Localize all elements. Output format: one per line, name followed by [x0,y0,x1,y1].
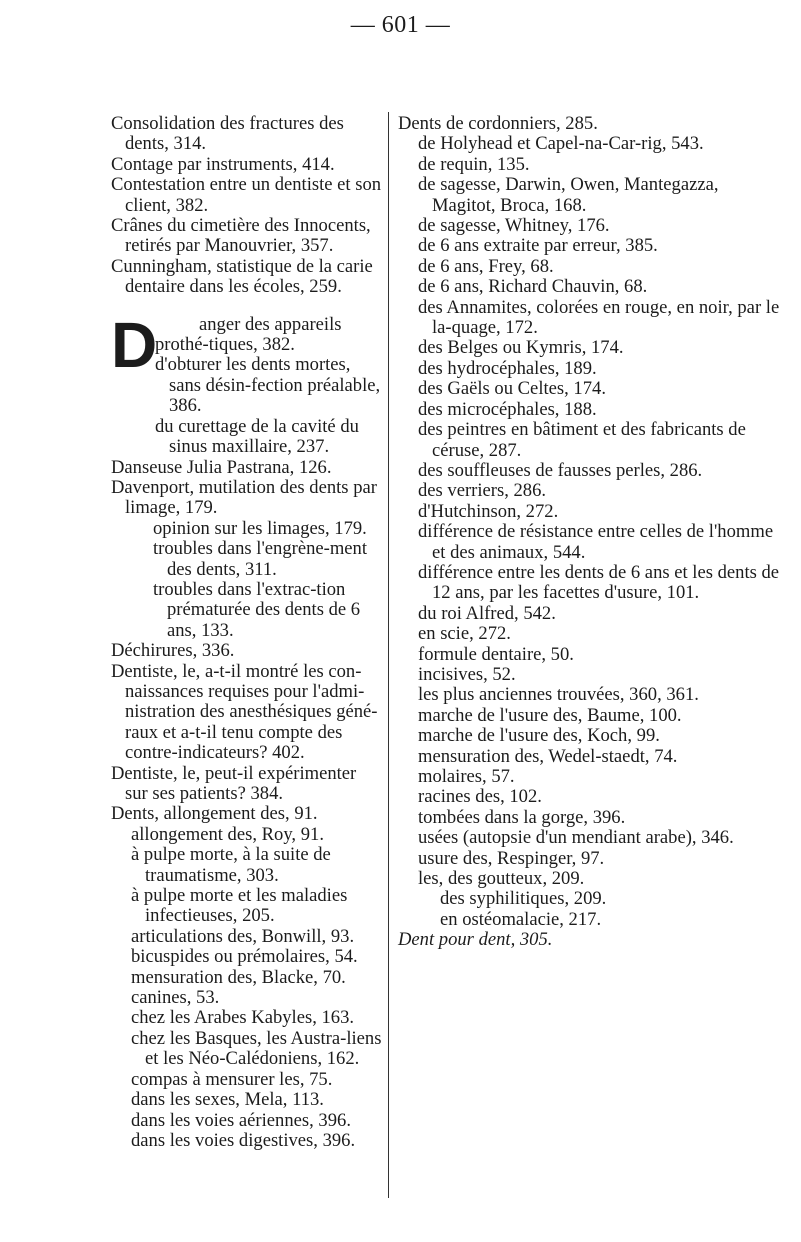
index-entry: du roi Alfred, 542. [418,602,556,624]
index-entry: Danseuse Julia Pastrana, 126. [111,456,332,478]
index-entry: opinion sur les limages, 179. [153,517,367,539]
index-entry: mensuration des, Blacke, 70. [131,966,346,988]
index-entry: les plus anciennes trouvées, 360, 361. [418,684,699,706]
index-entry: d'Hutchinson, 272. [418,500,559,522]
index-entry: Contestation entre un dentiste et son client, 382. [111,174,382,216]
index-entry: Cunningham, statistique de la carie dentaire dans les écoles, 259. [111,255,373,298]
index-entry: chez les Basques, les Austra-liens et les Néo-Calédoniens, 162. [131,1027,382,1070]
index-entry: les, des goutteux, 209. [418,868,585,890]
index-entry: de 6 ans extraite par erreur, 385. [418,235,658,257]
index-entry: Davenport, mutilation des dents par limage, 179. [111,476,377,519]
index-entry: Consolidation des fractures des dents, 314. [111,113,344,155]
index-entry: compas à mensurer les, 75. [131,1068,333,1090]
index-entry: formule dentaire, 50. [418,643,574,665]
index-entry: Dents de cordonniers, 285. [398,113,598,134]
index-column-left [111,114,383,1151]
index-entry: des verriers, 286. [418,480,547,502]
page-number: — 601 — [350,12,451,38]
index-entry: Déchirures, 336. [111,640,235,662]
index-entry: racines des, 102. [418,786,542,808]
index-entry: des Gaëls ou Celtes, 174. [418,378,606,400]
index-entry: de 6 ans, Frey, 68. [418,255,554,277]
index-entry: troubles dans l'extrac-tion prématurée des dents de 6 ans, 133. [153,578,361,641]
index-entry: Contage par instruments, 414. [111,153,335,175]
index-entry: Dents, allongement des, 91. [111,803,318,825]
index-entry: tombées dans la gorge, 396. [418,806,626,828]
entries-c [111,114,383,298]
index-entry: du curettage de la cavité du sinus maxillaire, 237. [155,415,359,458]
index-entry: Dent pour dent, 305. [398,929,553,951]
index-entry: dans les sexes, Mela, 113. [131,1089,324,1111]
index-entry: marche de l'usure des, Baume, 100. [418,704,682,726]
index-entry: articulations des, Bonwill, 93. [131,925,355,947]
index-entry: de sagesse, Whitney, 176. [418,215,610,237]
index-entry: de requin, 135. [418,153,530,175]
index-entry: différence de résistance entre celles de l'homme et des animaux, 544. [418,521,774,563]
danger-main: anger des appareils prothé-tiques, 382. [155,313,342,356]
index-entry: différence entre les dents de 6 ans et les dents de 12 ans, par les facettes d'usure, 101. [418,561,780,604]
index-entry: de Holyhead et Capel-na-Car-rig, 543. [418,133,704,155]
index-entry: dans les voies digestives, 396. [131,1129,356,1151]
index-entry: en ostéomalacie, 217. [440,908,602,930]
index-entry: molaires, 57. [418,766,515,787]
index-entry: allongement des, Roy, 91. [131,823,324,845]
index-entry: usées (autopsie d'un mendiant arabe), 346. [418,827,734,849]
index-entry: canines, 53. [131,987,220,1009]
index-entry: Dentiste, le, a-t-il montré les con-naissances requises pour l'admi-nistration des anesthésiques géné-raux et a-t-il tenu compte des contre-indicateurs? 402. [111,660,378,764]
index-entry: des souffleuses de fausses perles, 286. [418,459,703,481]
danger-entry [111,308,383,458]
index-entry: des microcéphales, 188. [418,398,597,420]
index-entry: Dentiste, le, peut-il expérimenter sur ses patients? 384. [111,762,357,804]
index-entry: des Belges ou Kymris, 174. [418,337,624,359]
index-entry: usure des, Respinger, 97. [418,847,605,869]
index-entry: de sagesse, Darwin, Owen, Mantegazza, Magitot, Broca, 168. [418,174,719,216]
index-entry: des peintres en bâtiment et des fabricants de céruse, 287. [418,419,746,461]
drop-letter: D [111,308,158,381]
index-entry: des syphilitiques, 209. [440,888,607,910]
index-entry: mensuration des, Wedel-staedt, 74. [418,745,678,767]
index-entry: d'obturer les dents mortes, sans désin-fection préalable, 386. [155,354,381,417]
index-entry: à pulpe morte, à la suite de traumatisme, 303. [131,844,331,886]
index-entry: de 6 ans, Richard Chauvin, 68. [418,276,648,298]
index-entry: troubles dans l'engrène-ment des dents, 311. [153,538,368,580]
index-column-right [398,114,783,951]
index-entry: marche de l'usure des, Koch, 99. [418,725,660,747]
index-entry: chez les Arabes Kabyles, 163. [131,1007,355,1029]
entries-d [111,458,383,1152]
index-entry: à pulpe morte et les maladies infectieuses, 205. [131,885,348,927]
index-entry: en scie, 272. [418,623,511,645]
index-entry: dans les voies aériennes, 396. [131,1109,351,1131]
index-entry: Crânes du cimetière des Innocents, retirés par Manouvrier, 357. [111,215,371,257]
entries-dents [398,114,783,951]
index-entry: des Annamites, colorées en rouge, en noir, par le la-quage, 172. [418,296,780,339]
index-entry: des hydrocéphales, 189. [418,357,597,379]
index-entry: bicuspides ou prémolaires, 54. [131,946,358,968]
column-divider [388,112,389,1198]
index-entry: incisives, 52. [418,663,516,685]
